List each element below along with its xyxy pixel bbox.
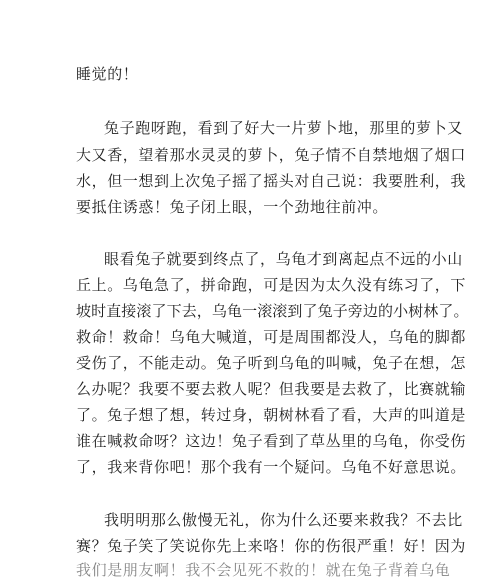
text-line: 受伤了，不能走动。兔子听到乌龟的叫喊，兔子在想，怎	[76, 354, 467, 372]
text-line: 了，我来背你吧！那个我有一个疑问。乌龟不好意思说。	[76, 458, 467, 476]
text-line: 丘上。乌龟急了，拼命跑，可是因为太久没有练习了，下	[76, 276, 467, 294]
paragraph-first-line: 兔子跑呀跑，看到了好大一片萝卜地，那里的萝卜又	[104, 119, 463, 137]
text-line: 了。兔子想了想，转过身，朝树林看了看，大声的叫道是	[76, 406, 467, 424]
text-line: 大又香，望着那水灵灵的萝卜，兔子情不自禁地烟了烟口	[76, 146, 467, 164]
text-line: 赛？兔子笑了笑说你先上来咯！你的伤很严重！好！因为	[76, 537, 467, 555]
paragraph-first-line: 眼看兔子就要到终点了，乌龟才到离起点不远的小山	[104, 250, 463, 268]
text-line: 救命！救命！乌龟大喊道，可是周围都没人，乌龟的脚都	[76, 328, 467, 346]
partial-text-line: 我们是朋友啊！我不会见死不救的！就在兔子背着乌龟	[76, 561, 451, 579]
text-line: 么办呢？我要不要去救人呢？但我要是去救了，比赛就输	[76, 380, 467, 398]
text-line: 谁在喊救命呀？这边！兔子看到了草丛里的乌龟，你受伤	[76, 432, 467, 450]
text-line: 要抵住诱惑！兔子闭上眼，一个劲地往前冲。	[76, 198, 389, 216]
paragraph-first-line: 我明明那么傲慢无礼，你为什么还要来救我？不去比	[104, 511, 463, 529]
text-line: 睡觉的！	[76, 65, 139, 83]
text-line: 水，但一想到上次兔子摇了摇头对自己说：我要胜利，我	[76, 172, 467, 190]
text-line: 坡时直接滚了下去，乌龟一滚滚到了兔子旁边的小树林了。	[76, 302, 469, 320]
